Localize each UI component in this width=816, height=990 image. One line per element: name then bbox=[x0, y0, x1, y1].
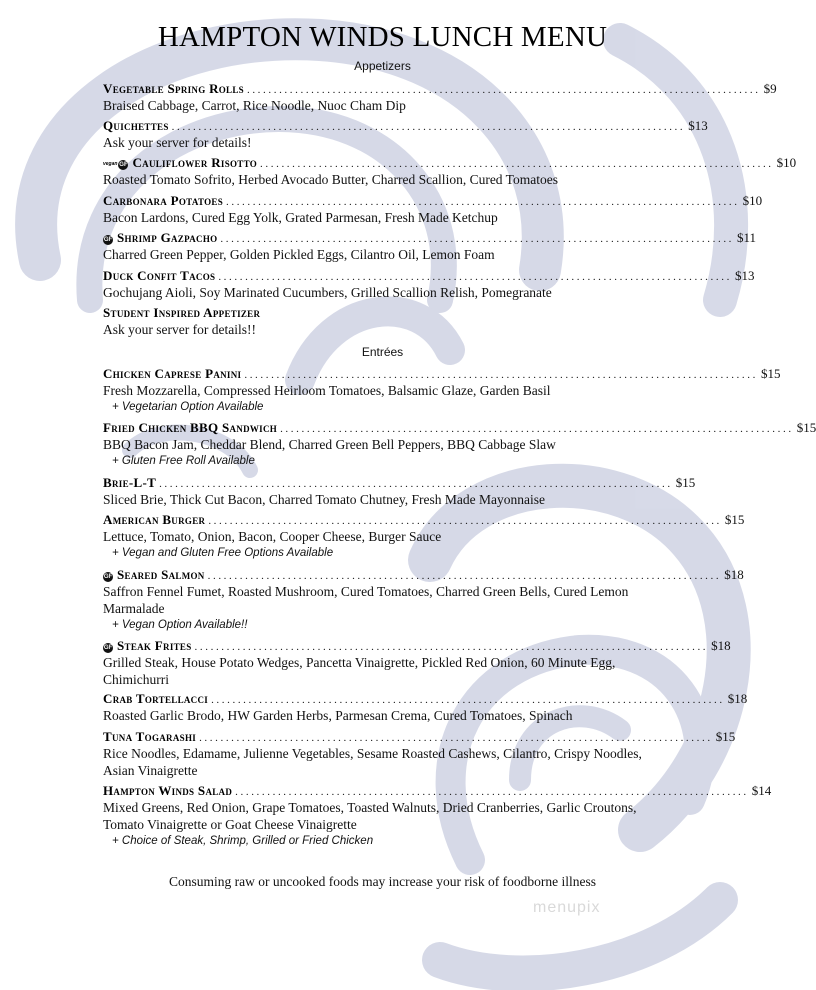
dot-leader: ................................................................................................ bbox=[244, 369, 758, 381]
menu-item bbox=[103, 365, 781, 416]
item-name: Fried Chicken BBQ Sandwich bbox=[103, 420, 278, 435]
menu-item bbox=[103, 267, 755, 301]
menu-item bbox=[103, 637, 731, 688]
menu-item bbox=[103, 728, 736, 779]
item-price: $18 bbox=[724, 567, 744, 582]
dot-leader: ................................................................................................ bbox=[246, 84, 761, 96]
dot-leader: ................................................................................................ bbox=[199, 732, 713, 744]
dot-leader: ................................................................................................ bbox=[171, 121, 686, 133]
menu-item bbox=[103, 690, 748, 724]
menu-item bbox=[103, 192, 763, 226]
item-description: Mixed Greens, Red Onion, Grape Tomatoes, Toasted Walnuts, Dried Cranberries, Garlic Croutons, Tomato Vinaigrette or Goat Cheese Vinaigrette bbox=[103, 800, 637, 832]
item-name: Carbonara Potatoes bbox=[103, 193, 223, 208]
dot-leader: ................................................................................................ bbox=[194, 641, 709, 653]
item-name: Hampton Winds Salad bbox=[103, 783, 233, 798]
item-description: Charred Green Pepper, Golden Pickled Eggs, Cilantro Oil, Lemon Foam bbox=[103, 247, 495, 262]
item-name-wrap bbox=[103, 229, 217, 246]
gluten-free-icon: GF bbox=[103, 574, 113, 580]
item-price: $9 bbox=[763, 81, 777, 96]
gluten-free-icon: GF bbox=[103, 237, 113, 243]
menu-item bbox=[103, 229, 757, 263]
item-option-note: + Vegan and Gluten Free Options Available bbox=[112, 547, 334, 559]
item-name: Duck Confit Tacos bbox=[103, 268, 216, 283]
item-name: Brie-L-T bbox=[103, 475, 157, 490]
item-name: Shrimp Gazpacho bbox=[117, 230, 218, 245]
item-name: Crab Tortellacci bbox=[103, 691, 209, 706]
item-description: Braised Cabbage, Carrot, Rice Noodle, Nuoc Cham Dip bbox=[103, 98, 406, 113]
watermark-logo: menupix bbox=[533, 899, 601, 916]
dot-leader: ................................................................................................ bbox=[211, 694, 725, 706]
item-price: $15 bbox=[724, 512, 745, 527]
item-price: $15 bbox=[675, 475, 696, 490]
item-option-note: + Vegan Option Available!! bbox=[112, 619, 248, 631]
item-name: Seared Salmon bbox=[117, 567, 205, 582]
item-description: Rice Noodles, Edamame, Julienne Vegetables, Sesame Roasted Cashews, Cilantro, Crispy Noodles, Asian Vinaigrette bbox=[103, 746, 642, 778]
dot-leader: ................................................................................................ bbox=[235, 786, 749, 798]
item-description: BBQ Bacon Jam, Cheddar Blend, Charred Green Bell Peppers, BBQ Cabbage Slaw bbox=[103, 437, 556, 452]
item-price: $15 bbox=[760, 366, 781, 381]
menu-item bbox=[103, 117, 708, 151]
item-name: Steak Frites bbox=[117, 638, 192, 653]
item-price: $13 bbox=[734, 268, 755, 283]
item-name-wrap bbox=[103, 637, 192, 654]
item-price: $18 bbox=[711, 638, 731, 653]
dot-leader: ................................................................................................ bbox=[226, 196, 740, 208]
menu-item bbox=[103, 80, 777, 114]
item-option-note: + Choice of Steak, Shrimp, Grilled or Fried Chicken bbox=[112, 835, 374, 847]
item-name: Student Inspired Appetizer bbox=[103, 305, 261, 320]
item-name: Chicken Caprese Panini bbox=[103, 366, 242, 381]
item-description: Bacon Lardons, Cured Egg Yolk, Grated Parmesan, Fresh Made Ketchup bbox=[103, 210, 498, 225]
item-price: $13 bbox=[688, 118, 708, 133]
menu-item bbox=[103, 419, 816, 470]
item-name: Quichettes bbox=[103, 118, 169, 133]
item-description: Saffron Fennel Fumet, Roasted Mushroom, Cured Tomatoes, Charred Green Bells, Cured Lemon Marmalade bbox=[103, 584, 629, 616]
item-description: Gochujang Aioli, Soy Marinated Cucumbers, Grilled Scallion Relish, Pomegranate bbox=[103, 285, 552, 300]
menu-item bbox=[103, 474, 696, 508]
gluten-free-icon: GF bbox=[103, 645, 113, 651]
gluten-free-icon: GF bbox=[119, 162, 128, 168]
item-description: Ask your server for details!! bbox=[103, 322, 256, 337]
item-price: $10 bbox=[776, 155, 797, 170]
dot-leader: ................................................................................................ bbox=[220, 233, 735, 245]
item-name: Vegetable Spring Rolls bbox=[103, 81, 244, 96]
item-name: American Burger bbox=[103, 512, 206, 527]
menu-title: HAMPTON WINDS LUNCH MENU bbox=[157, 21, 608, 53]
item-price: $15 bbox=[715, 729, 736, 744]
item-name: Cauliflower Risotto bbox=[132, 155, 258, 170]
item-description: Sliced Brie, Thick Cut Bacon, Charred Tomato Chutney, Fresh Made Mayonnaise bbox=[103, 492, 545, 507]
item-price: $11 bbox=[737, 230, 757, 245]
item-description: Ask your server for details! bbox=[103, 135, 252, 150]
menu-item bbox=[103, 566, 744, 634]
item-price: $18 bbox=[727, 691, 748, 706]
dot-leader: ................................................................................................ bbox=[159, 478, 673, 490]
item-option-note: + Vegetarian Option Available bbox=[112, 401, 264, 413]
vegan-icon: vegan bbox=[103, 161, 118, 167]
section-heading-entrees: Entrées bbox=[361, 345, 404, 359]
menu-item bbox=[103, 304, 675, 338]
item-description: Fresh Mozzarella, Compressed Heirloom Tomatoes, Balsamic Glaze, Garden Basil bbox=[103, 383, 551, 398]
dot-leader: ................................................................................................ bbox=[208, 515, 722, 527]
item-description: Lettuce, Tomato, Onion, Bacon, Cooper Cheese, Burger Sauce bbox=[103, 529, 442, 544]
item-price: $15 bbox=[796, 420, 816, 435]
item-name-wrap bbox=[103, 566, 205, 583]
item-price: $14 bbox=[751, 783, 772, 798]
item-price: $10 bbox=[742, 193, 763, 208]
item-description: Roasted Tomato Sofrito, Herbed Avocado Butter, Charred Scallion, Cured Tomatoes bbox=[103, 172, 558, 187]
section-heading-appetizers: Appetizers bbox=[354, 59, 411, 73]
menu-item bbox=[103, 782, 772, 850]
food-safety-disclaimer: Consuming raw or uncooked foods may increase your risk of foodborne illness bbox=[168, 874, 597, 889]
item-description: Grilled Steak, House Potato Wedges, Pancetta Vinaigrette, Pickled Red Onion, 60 Minute Egg, Chimichurri bbox=[103, 655, 616, 687]
menu-item bbox=[103, 511, 745, 562]
item-description: Roasted Garlic Brodo, HW Garden Herbs, Parmesan Crema, Cured Tomatoes, Spinach bbox=[103, 708, 573, 723]
item-name: Tuna Togarashi bbox=[103, 729, 197, 744]
dot-leader: ................................................................................................ bbox=[280, 423, 794, 435]
dot-leader: ................................................................................................ bbox=[218, 271, 732, 283]
menu-item bbox=[103, 154, 797, 188]
dot-leader: ................................................................................................ bbox=[207, 570, 722, 582]
dot-leader: ................................................................................................ bbox=[260, 158, 774, 170]
item-option-note: + Gluten Free Roll Available bbox=[112, 455, 255, 467]
